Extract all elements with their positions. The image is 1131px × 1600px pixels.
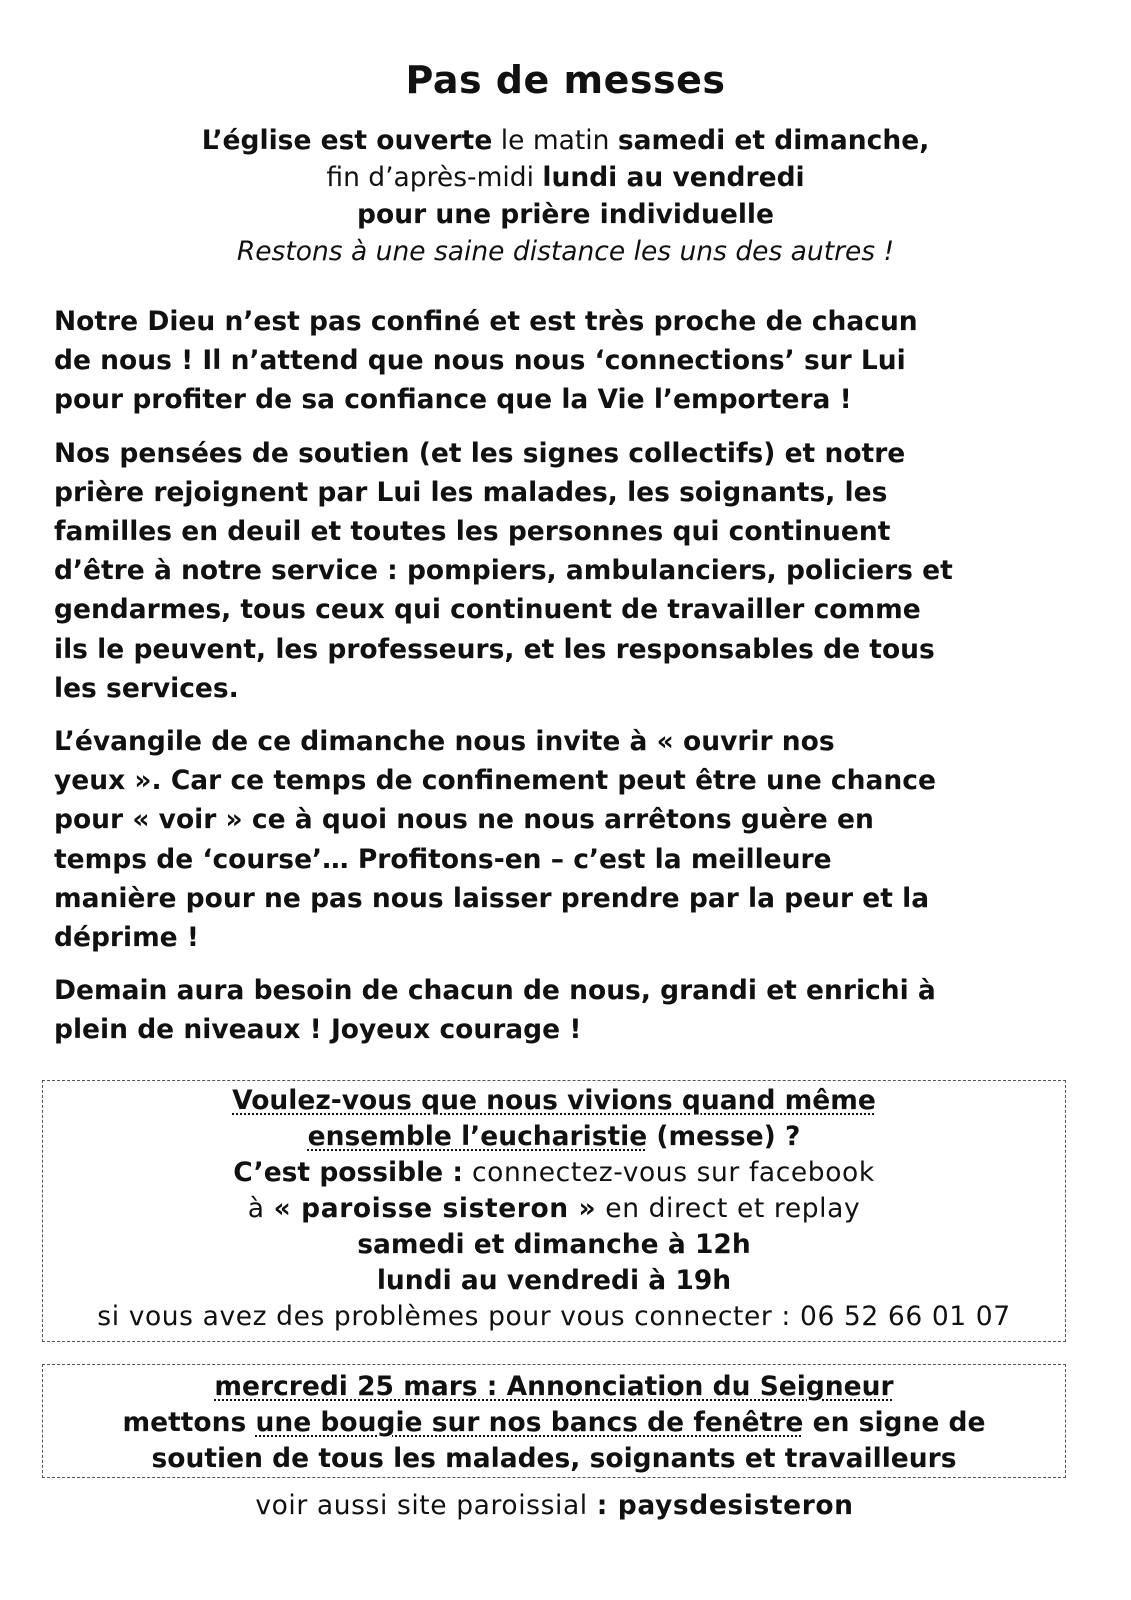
footer-site-link[interactable]: : paysdesisteron: [596, 1490, 854, 1521]
paragraph-line: pour « voir » ce à quoi nous ne nous arrêtons guère en: [54, 804, 874, 836]
box1-facebook-line: [43, 1191, 1065, 1227]
paragraph-line: gendarmes, tous ceux qui continuent de travailler comme: [54, 594, 921, 626]
mass-online-box: [42, 1080, 1066, 1342]
paragraph-line: les services.: [54, 672, 239, 704]
page-title: Pas de messes: [405, 58, 726, 102]
intro-block: [0, 122, 1131, 270]
box2-sign: en signe de: [803, 1407, 986, 1438]
box1-live-replay: en direct et replay: [596, 1193, 861, 1224]
footer-see-also: voir aussi site paroissial: [255, 1490, 597, 1521]
intro-church-open: L’église est ouverte: [201, 125, 493, 156]
intro-line-3: pour une prière individuelle: [357, 199, 774, 230]
box1-facebook-page: « paroisse sisteron »: [273, 1193, 597, 1224]
paragraph-line: de nous ! Il n’attend que nous nous ‘connections’ sur Lui: [54, 345, 906, 377]
paragraph-3: [54, 722, 1084, 957]
paragraph-line: Notre Dieu n’est pas confiné et est très proche de chacun: [54, 306, 918, 337]
paragraph-line: manière pour ne pas nous laisser prendre par la peur et la: [54, 882, 930, 914]
intro-line-1: [0, 122, 1131, 159]
paragraph-4: [54, 971, 1084, 1049]
body-text: [54, 302, 1084, 1064]
footer: [0, 1486, 1109, 1526]
box2-date-line: mercredi 25 mars : Annonciation du Seigneur: [214, 1371, 894, 1402]
box2-candle-line: [43, 1405, 1065, 1441]
intro-weekdays: lundi au vendredi: [542, 162, 805, 193]
box1-possible: C’est possible :: [233, 1157, 463, 1188]
box2-candle: une bougie sur nos bancs de fenêtre: [255, 1407, 804, 1438]
paragraph-line: ils le peuvent, les professeurs, et les responsables de tous: [54, 633, 935, 665]
annunciation-box: [42, 1364, 1066, 1478]
intro-weekend: samedi et dimanche,: [617, 125, 930, 156]
box2-support-line: soutien de tous les malades, soignants et travailleurs: [151, 1443, 957, 1474]
intro-line-2: [0, 159, 1131, 196]
paragraph-line: pour profiter de sa confiance que la Vie l’emportera !: [54, 384, 852, 416]
box1-connect: connectez-vous sur facebook: [462, 1157, 875, 1188]
box2-put: mettons: [122, 1407, 256, 1438]
paragraph-2: [54, 434, 1084, 708]
paragraph-line: Demain aura besoin de chacun de nous, grandi et enrichi à: [54, 975, 936, 1007]
paragraph-line: prière rejoignent par Lui les malades, les soignants, les: [54, 476, 888, 508]
paragraph-line: temps de ‘course’… Profitons-en – c’est la meilleure: [54, 843, 832, 875]
paragraph-1: [54, 302, 1084, 420]
intro-morning: le matin: [492, 125, 618, 156]
box1-mass: (messe) ?: [647, 1121, 801, 1152]
paragraph-line: familles en deuil et toutes les personnes qui continuent: [54, 516, 891, 548]
paragraph-line: Nos pensées de soutien (et les signes collectifs) et notre: [54, 437, 906, 469]
box1-weekday-time: lundi au vendredi à 19h: [376, 1265, 732, 1296]
box1-question-line-2: [43, 1119, 1065, 1155]
paragraph-line: d’être à notre service : pompiers, ambulanciers, policiers et: [54, 555, 953, 587]
paragraph-line: L’évangile de ce dimanche nous invite à « ouvrir nos: [54, 726, 835, 758]
intro-line-4: Restons à une saine distance les uns des autres !: [236, 236, 895, 267]
box1-eucharist: ensemble l’eucharistie: [307, 1121, 648, 1152]
box1-phone-line: si vous avez des problèmes pour vous connecter : 06 52 66 01 07: [97, 1301, 1011, 1332]
paragraph-line: déprime !: [54, 922, 199, 954]
box1-weekend-time: samedi et dimanche à 12h: [357, 1229, 751, 1260]
paragraph-line: plein de niveaux ! Joyeux courage !: [54, 1014, 582, 1046]
box1-possible-line: [43, 1155, 1065, 1191]
paragraph-line: yeux ». Car ce temps de confinement peut être une chance: [54, 765, 936, 797]
box1-at: à: [247, 1193, 274, 1224]
box1-question-line-1: Voulez-vous que nous vivions quand même: [232, 1085, 876, 1116]
intro-afternoon: fin d’après-midi: [326, 162, 543, 193]
